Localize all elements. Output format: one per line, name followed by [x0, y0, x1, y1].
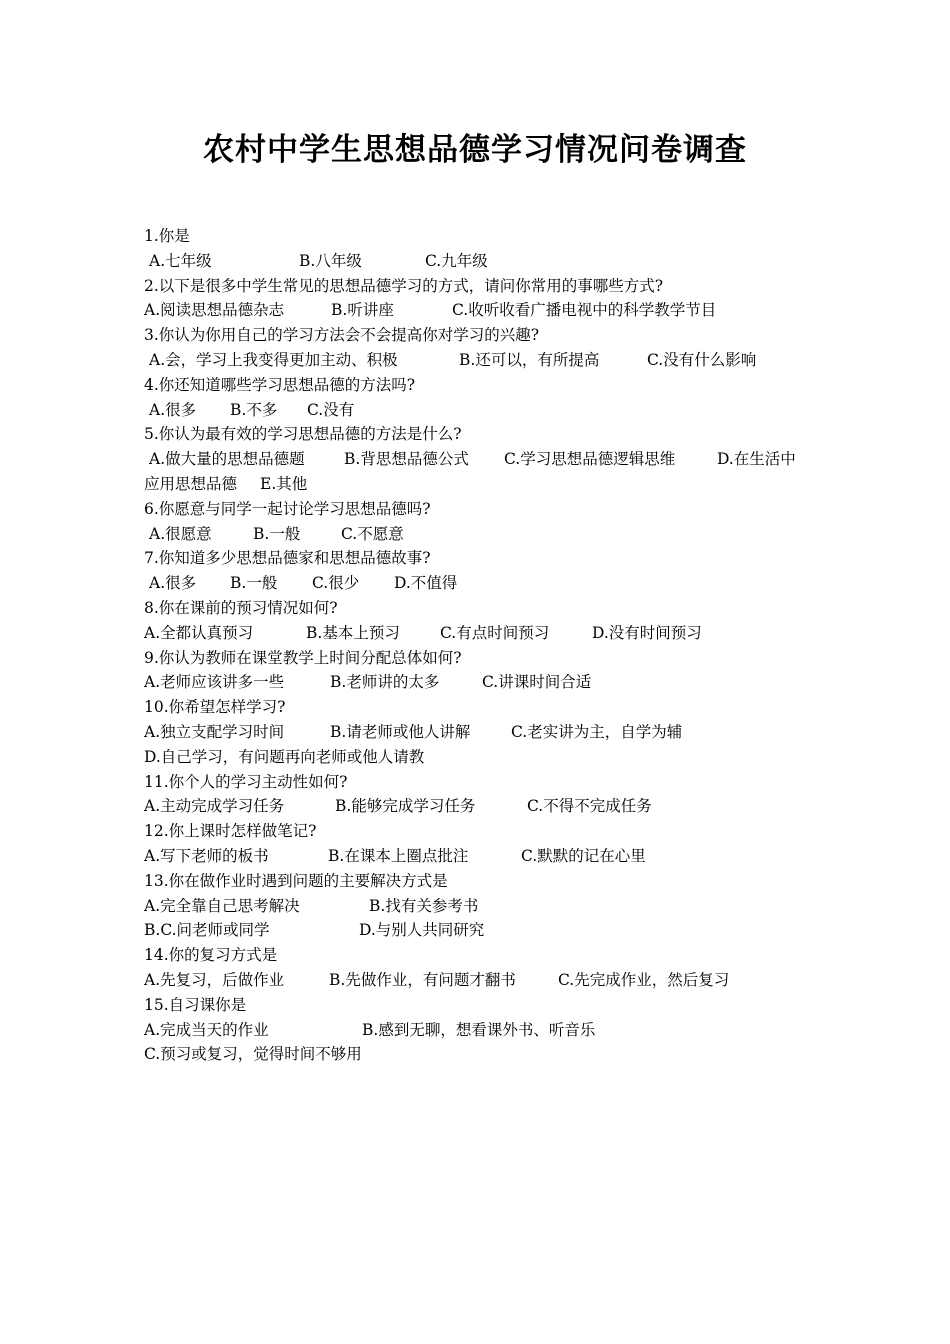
- question-11: 11.你个人的学习主动性如何?: [144, 772, 348, 791]
- question-6: 6.你愿意与同学一起讨论学习思想品德吗?: [144, 499, 431, 518]
- option-2a: A.阅读思想品德杂志: [144, 301, 285, 320]
- option-12a: A.写下老师的板书: [144, 846, 269, 865]
- option-8c: C.有点时间预习: [440, 623, 550, 642]
- option-6b: B.一般: [253, 524, 301, 543]
- option-15c: C.预习或复习，觉得时间不够用: [144, 1045, 362, 1064]
- option-3c: C.没有什么影响: [647, 350, 757, 369]
- option-3b: B.还可以，有所提高: [459, 350, 600, 369]
- question-10: 10.你希望怎样学习?: [144, 698, 286, 717]
- option-10c: C.老实讲为主，自学为辅: [511, 722, 683, 741]
- options-5: [144, 447, 824, 472]
- option-5a: A.做大量的思想品德题: [149, 450, 305, 469]
- question-7: 7.你知道多少思想品德家和思想品德故事?: [144, 549, 431, 568]
- question-5: 5.你认为最有效的学习思想品德的方法是什么?: [144, 425, 462, 444]
- option-9a: A.老师应该讲多一些: [144, 673, 285, 692]
- question-15: 15.自习课你是: [144, 995, 247, 1014]
- option-6a: A.很愿意: [149, 524, 212, 543]
- option-7a: A.很多: [149, 574, 197, 593]
- options-6: [144, 522, 824, 547]
- option-6c: C.不愿意: [341, 524, 404, 543]
- options-10: [144, 720, 824, 745]
- question-8: 8.你在课前的预习情况如何?: [144, 598, 338, 617]
- question-9: 9.你认为教师在课堂教学上时间分配总体如何?: [144, 648, 462, 667]
- options-14: [144, 968, 824, 993]
- option-14a: A.先复习，后做作业: [144, 970, 285, 989]
- options-9: [144, 670, 824, 695]
- options-13-cont: [144, 918, 824, 943]
- option-7b: B.一般: [230, 574, 278, 593]
- option-11c: C.不得不完成任务: [527, 797, 652, 816]
- option-5e: E.其他: [260, 474, 308, 493]
- options-15: [144, 1018, 824, 1043]
- option-4a: A.很多: [149, 400, 197, 419]
- options-8: [144, 621, 824, 646]
- question-14: 14.你的复习方式是: [144, 946, 278, 965]
- options-3: [144, 348, 824, 373]
- options-13: [144, 894, 824, 919]
- option-7d: D.不值得: [394, 574, 458, 593]
- question-1: 1.你是: [144, 227, 190, 245]
- option-1b: B.八年级: [299, 251, 362, 270]
- option-1c: C.九年级: [425, 251, 488, 270]
- options-4: [144, 398, 824, 423]
- option-8d: D.没有时间预习: [592, 623, 702, 642]
- option-14b: B.先做作业，有问题才翻书: [329, 970, 516, 989]
- options-7: [144, 571, 824, 596]
- option-3a: A.会，学习上我变得更加主动、积极: [149, 350, 398, 369]
- option-11b: B.能够完成学习任务: [335, 797, 476, 816]
- option-5c: C.学习思想品德逻辑思维: [504, 450, 676, 469]
- option-10a: A.独立支配学习时间: [144, 722, 285, 741]
- option-12c: C.默默的记在心里: [521, 846, 646, 865]
- question-2: 2.以下是很多中学生常见的思想品德学习的方式，请问你常用的事哪些方式?: [144, 276, 664, 295]
- options-2: [144, 298, 824, 323]
- document-title: 农村中学生思想品德学习情况问卷调查: [203, 132, 747, 168]
- question-4: 4.你还知道哪些学习思想品德的方法吗?: [144, 375, 416, 394]
- question-13: 13.你在做作业时遇到问题的主要解决方式是: [144, 871, 448, 890]
- option-8b: B.基本上预习: [306, 623, 400, 642]
- options-11: [144, 794, 824, 819]
- questionnaire-body: [144, 224, 824, 1067]
- option-4b: B.不多: [230, 400, 278, 419]
- option-8a: A.全都认真预习: [144, 623, 254, 642]
- option-13c: B.C.问老师或同学: [144, 921, 270, 940]
- option-15b: B.感到无聊，想看课外书、听音乐: [362, 1020, 596, 1039]
- options-12: [144, 844, 824, 869]
- option-14c: C.先完成作业，然后复习: [558, 970, 730, 989]
- question-12: 12.你上课时怎样做笔记?: [144, 822, 317, 841]
- question-3: 3.你认为你用自己的学习方法会不会提高你对学习的兴趣?: [144, 326, 540, 345]
- option-10d: D.自己学习，有问题再向老师或他人请教: [144, 747, 425, 766]
- option-11a: A.主动完成学习任务: [144, 797, 285, 816]
- option-5d: D.在生活中: [717, 450, 796, 469]
- option-1a: A.七年级: [149, 251, 212, 270]
- option-7c: C.很少: [312, 574, 360, 593]
- options-1: [144, 249, 824, 274]
- option-10b: B.请老师或他人讲解: [330, 722, 471, 741]
- option-2c: C.收听收看广播电视中的科学教学节目: [452, 301, 717, 320]
- option-9b: B.老师讲的太多: [330, 673, 440, 692]
- option-5b: B.背思想品德公式: [344, 450, 469, 469]
- option-15a: A.完成当天的作业: [144, 1020, 269, 1039]
- option-9c: C.讲课时间合适: [482, 673, 592, 692]
- option-13a: A.完全靠自己思考解决: [144, 896, 300, 915]
- option-2b: B.听讲座: [331, 301, 394, 320]
- option-5d-cont: 应用思想品德: [144, 474, 238, 493]
- option-13b: B.找有关参考书: [369, 896, 479, 915]
- option-12b: B.在课本上圈点批注: [328, 846, 469, 865]
- options-5-cont: [144, 472, 824, 497]
- option-4c: C.没有: [307, 400, 355, 419]
- option-13d: D.与别人共同研究: [359, 921, 485, 940]
